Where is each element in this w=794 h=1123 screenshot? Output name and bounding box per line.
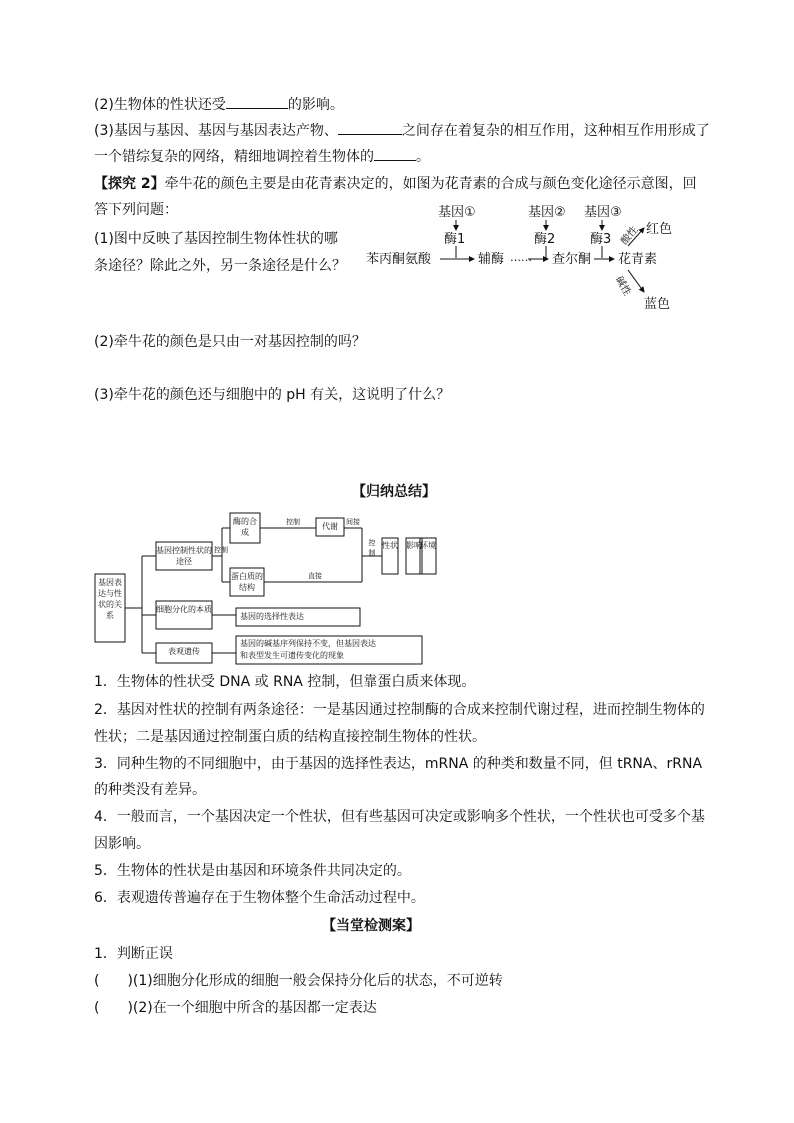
answer-blank[interactable] bbox=[338, 120, 402, 135]
check-item1: 1．判断正误 bbox=[94, 946, 173, 962]
answer-blank[interactable] bbox=[226, 94, 288, 109]
node-trait: 性状 bbox=[382, 541, 398, 550]
node-enzyme-synthesis: 酶的合成 bbox=[233, 517, 257, 537]
explore2-intro-line2: 答下列问题： bbox=[94, 202, 178, 218]
fill-q2 bbox=[94, 94, 344, 115]
point-4-cont: 因影响。 bbox=[94, 836, 150, 852]
node-environment: 环境 bbox=[420, 541, 436, 550]
gene3-label: 基因③ bbox=[584, 205, 622, 220]
concept-map bbox=[94, 508, 444, 668]
check-q1[interactable]: ( )(1)细胞分化形成的细胞一般会保持分化后的状态，不可逆转 bbox=[94, 973, 503, 989]
fill-q3-line2 bbox=[94, 146, 430, 167]
dots-label: …… bbox=[510, 251, 532, 264]
point-6: 6．表观遗传普遍存在于生物体整个生命活动过程中。 bbox=[94, 890, 425, 906]
edge-direct: 直接 bbox=[308, 572, 322, 580]
enzyme1-label: 酶1 bbox=[444, 232, 466, 247]
fill-q2-suffix: 的影响。 bbox=[287, 97, 344, 113]
node-epigenetics-def bbox=[236, 636, 422, 664]
enzyme3-label: 酶3 bbox=[590, 232, 612, 247]
point-1: 1．生物体的性状受 DNA 或 RNA 控制，但靠蛋白质来体现。 bbox=[94, 674, 476, 690]
explore2-q3: (3)牵牛花的颜色还与细胞中的 pH 有关，这说明了什么？ bbox=[94, 387, 451, 403]
node-affect: 影响 bbox=[406, 541, 422, 550]
point-3: 3．同种生物的不同细胞中，由于基因的选择性表达，mRNA 的种类和数量不同，但 tRNA、rRNA bbox=[94, 756, 703, 772]
summary-heading: 【归纳总结】 bbox=[352, 484, 436, 500]
node-selective-expression: 基因的选择性表达 bbox=[240, 612, 304, 621]
point-3-cont: 的种类没有差异。 bbox=[94, 782, 206, 798]
red-label: 红色 bbox=[646, 222, 673, 237]
chalcone-label: 查尔酮 bbox=[552, 252, 592, 267]
explore2-intro bbox=[94, 174, 697, 194]
substrate-label: 苯丙酮氨酸 bbox=[366, 252, 432, 267]
fill-q3-suffix: 之间存在着复杂的相互作用，这种相互作用形成了 bbox=[401, 123, 710, 139]
point-2: 2．基因对性状的控制有两条途径：一是基因通过控制酶的合成来控制代谢过程，进而控制生物体的 bbox=[94, 702, 705, 718]
explore2-q1-line2: 条途径？除此之外，另一条途径是什么？ bbox=[94, 258, 346, 274]
anthocyanin-label: 花青素 bbox=[618, 252, 658, 267]
epi-line2: 和表型发生可遗传变化的现象 bbox=[240, 651, 344, 660]
fill-q3-line2-suffix: 。 bbox=[416, 149, 430, 165]
epi-line1: 基因的碱基序列保持不变，但基因表达 bbox=[240, 639, 376, 648]
root-node: 基因表达与性状的关系 bbox=[98, 578, 122, 620]
branch-epigenetics: 表观遗传 bbox=[168, 647, 200, 656]
edge-indirect: 间接 bbox=[346, 518, 360, 526]
node-metabolism: 代谢 bbox=[322, 522, 338, 531]
check-heading: 【当堂检测案】 bbox=[322, 918, 420, 934]
acidic-label: 酸性 bbox=[619, 224, 641, 248]
answer-blank[interactable] bbox=[374, 146, 416, 161]
edge-control2: 控制 bbox=[286, 518, 300, 526]
edge-control3: 控制 bbox=[368, 539, 376, 557]
alkaline-label: 碱性 bbox=[612, 274, 633, 298]
intermediate-label: 辅酶 bbox=[478, 252, 505, 267]
check-q2[interactable]: ( )(2)在一个细胞中所含的基因都一定表达 bbox=[94, 1000, 377, 1016]
enzyme2-label: 酶2 bbox=[534, 232, 556, 247]
point-4: 4．一般而言，一个基因决定一个性状，但有些基因可决定或影响多个性状，一个性状也可受多个基 bbox=[94, 809, 705, 825]
gene2-label: 基因② bbox=[528, 205, 566, 220]
fill-q3-line2-prefix: 一个错综复杂的网络，精细地调控着生物体的 bbox=[94, 149, 374, 165]
fill-q3 bbox=[94, 120, 710, 141]
point-5: 5．生物体的性状是由基因和环境条件共同决定的。 bbox=[94, 863, 411, 879]
explore2-intro-text: 牵牛花的颜色主要是由花青素决定的，如图为花青素的合成与颜色变化途径示意图，回 bbox=[164, 176, 697, 192]
fill-q3-prefix: (3)基因与基因、基因与基因表达产物、 bbox=[94, 123, 338, 139]
explore2-q1-line1: (1)图中反映了基因控制生物体性状的哪 bbox=[94, 231, 338, 247]
edge-control: 控制 bbox=[214, 546, 228, 554]
point-2-cont: 性状；二是基因通过控制蛋白质的结构直接控制生物体的性状。 bbox=[94, 729, 486, 745]
explore2-q2: (2)牵牛花的颜色是只由一对基因控制的吗？ bbox=[94, 334, 366, 350]
explore2-tag: 【探究 2】 bbox=[94, 176, 165, 192]
branch-cell-diff: 细胞分化的本质 bbox=[156, 605, 212, 614]
node-protein-structure: 蛋白质的结构 bbox=[231, 572, 263, 592]
blue-label: 蓝色 bbox=[644, 297, 671, 312]
pathway-diagram bbox=[360, 198, 700, 316]
branch-gene-trait-path: 基因控制性状的途径 bbox=[156, 546, 212, 566]
gene1-label: 基因① bbox=[438, 205, 476, 220]
fill-q2-prefix: (2)生物体的性状还受 bbox=[94, 97, 226, 113]
